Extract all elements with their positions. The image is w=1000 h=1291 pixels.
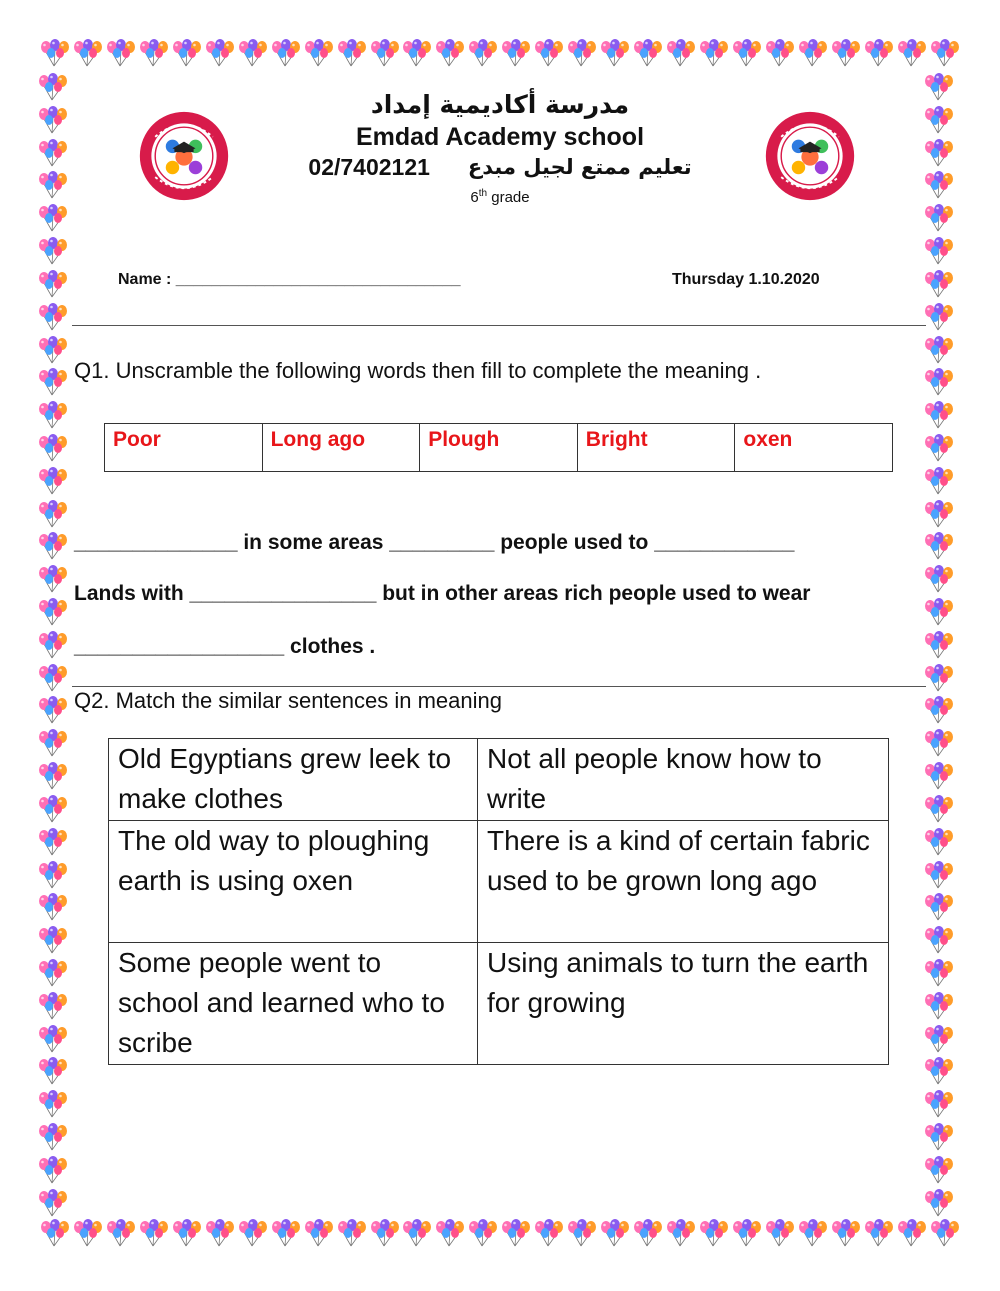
balloon-icon: [924, 531, 954, 561]
balloon-border-left: [38, 72, 72, 1218]
balloon-icon: [924, 827, 954, 857]
grade-label: [0, 184, 1000, 208]
balloon-border-bottom: [40, 1218, 960, 1252]
balloon-icon: [38, 499, 68, 529]
table-row: [109, 739, 889, 821]
balloon-icon: [924, 1188, 954, 1218]
matching-table: [108, 738, 889, 1065]
balloon-icon: [699, 38, 729, 68]
balloon-icon: [567, 38, 597, 68]
balloon-icon: [924, 1024, 954, 1054]
word-bank-item: Plough: [420, 424, 578, 472]
balloon-icon: [370, 38, 400, 68]
balloon-icon: [106, 1218, 136, 1248]
match-right-cell[interactable]: There is a kind of certain fabric used to be grown long ago: [478, 821, 889, 943]
balloon-icon: [139, 38, 169, 68]
balloon-icon: [38, 367, 68, 397]
balloon-icon: [38, 466, 68, 496]
balloon-icon: [304, 38, 334, 68]
balloon-icon: [924, 663, 954, 693]
balloon-icon: [38, 925, 68, 955]
word-bank-table: [104, 423, 893, 472]
word-bank-item: Long ago: [262, 424, 420, 472]
balloon-icon: [205, 1218, 235, 1248]
balloon-icon: [924, 499, 954, 529]
balloon-icon: [402, 1218, 432, 1248]
table-row: [109, 821, 889, 943]
balloon-icon: [897, 1218, 927, 1248]
match-right-cell[interactable]: Using animals to turn the earth for growing: [478, 943, 889, 1065]
grade-suffix: th: [478, 188, 488, 199]
table-row: [109, 943, 889, 1065]
balloon-icon: [534, 38, 564, 68]
balloon-icon: [38, 827, 68, 857]
balloon-icon: [38, 269, 68, 299]
balloon-icon: [370, 1218, 400, 1248]
balloon-icon: [38, 1024, 68, 1054]
balloon-icon: [633, 1218, 663, 1248]
balloon-icon: [924, 1122, 954, 1152]
balloon-icon: [38, 663, 68, 693]
balloon-icon: [38, 1188, 68, 1218]
phone-number: 02/7402121: [308, 154, 430, 180]
balloon-icon: [798, 1218, 828, 1248]
balloon-icon: [930, 38, 960, 68]
balloon-icon: [106, 38, 136, 68]
balloon-icon: [930, 1218, 960, 1248]
balloon-border-right: [924, 72, 958, 1218]
grade-number: 6: [470, 189, 479, 206]
word-bank-item: Bright: [577, 424, 735, 472]
balloon-icon: [38, 794, 68, 824]
grade-word: grade: [487, 189, 530, 206]
balloon-icon: [40, 38, 70, 68]
balloon-icon: [38, 302, 68, 332]
balloon-icon: [304, 1218, 334, 1248]
fill-in-line-3[interactable]: __________________ clothes .: [74, 635, 376, 658]
balloon-icon: [924, 892, 954, 922]
balloon-icon: [924, 1089, 954, 1119]
balloon-icon: [38, 728, 68, 758]
balloon-icon: [924, 1155, 954, 1185]
balloon-icon: [831, 1218, 861, 1248]
balloon-icon: [924, 302, 954, 332]
arabic-slogan: تعليم ممتع لجيل مبدع: [467, 155, 692, 179]
match-left-cell[interactable]: The old way to ploughing earth is using oxen: [109, 821, 478, 943]
balloon-icon: [238, 38, 268, 68]
balloon-icon: [924, 860, 954, 890]
balloon-icon: [38, 958, 68, 988]
balloon-icon: [271, 38, 301, 68]
balloon-icon: [924, 728, 954, 758]
student-name-field[interactable]: Name : ________________________________: [118, 271, 461, 288]
balloon-icon: [38, 335, 68, 365]
balloon-icon: [38, 1122, 68, 1152]
balloon-icon: [924, 367, 954, 397]
balloon-icon: [666, 38, 696, 68]
balloon-icon: [924, 761, 954, 791]
balloon-icon: [468, 38, 498, 68]
school-header: [0, 88, 1000, 208]
balloon-icon: [402, 38, 432, 68]
balloon-icon: [40, 1218, 70, 1248]
balloon-icon: [666, 1218, 696, 1248]
balloon-icon: [139, 1218, 169, 1248]
match-left-cell[interactable]: Some people went to school and learned who to scribe: [109, 943, 478, 1065]
balloon-icon: [468, 1218, 498, 1248]
balloon-icon: [732, 1218, 762, 1248]
balloon-icon: [765, 38, 795, 68]
balloon-icon: [38, 892, 68, 922]
balloon-icon: [924, 958, 954, 988]
worksheet-date: Thursday 1.10.2020: [672, 271, 820, 288]
balloon-icon: [924, 794, 954, 824]
balloon-icon: [924, 1056, 954, 1086]
balloon-icon: [337, 1218, 367, 1248]
balloon-icon: [924, 991, 954, 1021]
balloon-icon: [38, 860, 68, 890]
balloon-icon: [831, 38, 861, 68]
balloon-icon: [732, 38, 762, 68]
balloon-icon: [38, 761, 68, 791]
balloon-icon: [501, 1218, 531, 1248]
balloon-icon: [38, 630, 68, 660]
balloon-icon: [172, 1218, 202, 1248]
q2-title: Q2. Match the similar sentences in meaning: [74, 688, 502, 713]
divider: [72, 325, 926, 326]
contact-line: [0, 152, 1000, 182]
balloon-icon: [765, 1218, 795, 1248]
balloon-icon: [924, 236, 954, 266]
balloon-icon: [798, 38, 828, 68]
balloon-icon: [924, 695, 954, 725]
balloon-icon: [534, 1218, 564, 1248]
balloon-icon: [38, 1056, 68, 1086]
balloon-icon: [924, 564, 954, 594]
balloon-icon: [38, 991, 68, 1021]
balloon-icon: [38, 1155, 68, 1185]
balloon-icon: [271, 1218, 301, 1248]
balloon-icon: [924, 400, 954, 430]
balloon-icon: [205, 38, 235, 68]
word-bank-item: oxen: [735, 424, 893, 472]
balloon-icon: [38, 433, 68, 463]
balloon-border-top: [40, 38, 960, 72]
balloon-icon: [924, 597, 954, 627]
word-bank-item: Poor: [105, 424, 263, 472]
balloon-icon: [924, 925, 954, 955]
balloon-icon: [38, 695, 68, 725]
balloon-icon: [38, 597, 68, 627]
balloon-icon: [864, 38, 894, 68]
arabic-school-title: مدرسة أكاديمية إمداد: [370, 90, 630, 119]
balloon-icon: [699, 1218, 729, 1248]
balloon-icon: [38, 400, 68, 430]
balloon-icon: [73, 1218, 103, 1248]
q1-title: Q1. Unscramble the following words then fill to complete the meaning .: [74, 358, 762, 383]
balloon-icon: [924, 335, 954, 365]
match-right-cell[interactable]: Not all people know how to write: [478, 739, 889, 821]
balloon-icon: [567, 1218, 597, 1248]
balloon-icon: [38, 564, 68, 594]
balloon-icon: [600, 38, 630, 68]
balloon-icon: [897, 38, 927, 68]
balloon-icon: [38, 531, 68, 561]
balloon-icon: [435, 38, 465, 68]
balloon-icon: [924, 466, 954, 496]
balloon-icon: [864, 1218, 894, 1248]
balloon-icon: [600, 1218, 630, 1248]
balloon-icon: [633, 38, 663, 68]
balloon-icon: [924, 630, 954, 660]
balloon-icon: [172, 38, 202, 68]
balloon-icon: [501, 38, 531, 68]
school-name: Emdad Academy school: [355, 123, 645, 151]
fill-in-line-2[interactable]: Lands with ________________ but in other areas rich people used to wear: [74, 582, 811, 605]
balloon-icon: [38, 236, 68, 266]
fill-in-line-1[interactable]: ______________ in some areas _________ people used to ____________: [74, 531, 795, 554]
divider: [72, 686, 926, 687]
balloon-icon: [924, 269, 954, 299]
balloon-icon: [435, 1218, 465, 1248]
balloon-icon: [238, 1218, 268, 1248]
match-left-cell[interactable]: Old Egyptians grew leek to make clothes: [109, 739, 478, 821]
balloon-icon: [924, 433, 954, 463]
balloon-icon: [73, 38, 103, 68]
balloon-icon: [337, 38, 367, 68]
balloon-icon: [38, 1089, 68, 1119]
